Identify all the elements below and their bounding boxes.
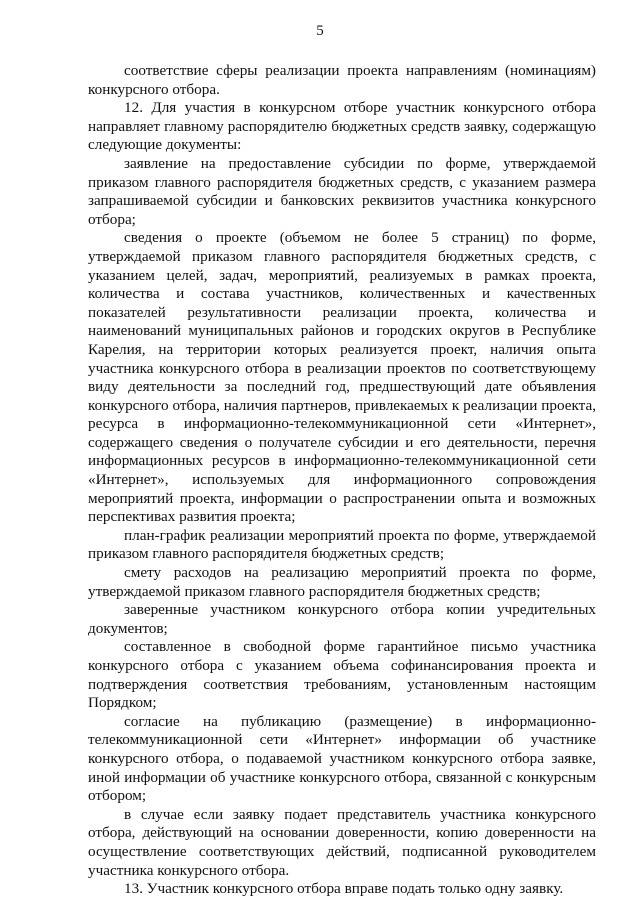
paragraph-founding-documents: заверенные участником конкурсного отбора копии учредительных документов; [88, 601, 596, 637]
paragraph-project-information: сведения о проекте (объемом не более 5 страниц) по форме, утверждаемой приказом главного распорядителя бюджетных средств, с указанием целей, задач, мероприятий, реализуемых в рамках проекта, количества и состава участников, количественных и качественных показателей результативности реализации проекта, количества и наименований муниципальных районов и городских округов в Республике Карелия, на территории которых реализуется проект, наличия опыта участника конкурсного отбора в реализации проектов по соответствующему виду деятельности за последний год, предшествующий дате объявления конкурсного отбора, наличия партнеров, привлекаемых к реализации проекта, ресурса в информационно-телекоммуникационной сети «Интернет», содержащего сведения о получателе субсидии и его деятельности, перечня информационных ресурсов в информационно-телекоммуникационной сети «Интернет», используемых для информационного сопровождения мероприятий проекта, информации о распространении опыта и возможных перспективах развития проекта; [88, 229, 596, 526]
paragraph-clause-12: 12. Для участия в конкурсном отборе участник конкурсного отбора направляет главному распорядителю бюджетных средств заявку, содержащую следующие документы: [88, 99, 596, 154]
paragraph-subsidy-application: заявление на предоставление субсидии по форме, утверждаемой приказом главного распорядителя бюджетных средств, с указанием размера запрашиваемой субсидии и банковских реквизитов участника конкурсного отбора; [88, 154, 596, 228]
paragraph-schedule: план-график реализации мероприятий проекта по форме, утверждаемой приказом главного распорядителя бюджетных средств; [88, 526, 596, 563]
paragraph-power-of-attorney: в случае если заявку подает представитель участника конкурсного отбора, действующий на основании доверенности, копию доверенности на осуществление соответствующих действий, подписанной руководителем участника конкурсного отбора. [88, 805, 596, 879]
paragraph-guarantee-letter: составленное в свободной форме гарантийное письмо участника конкурсного отбора с указанием объема софинансирования проекта и подтверждения соответствия требованиям, установленным настоящим Порядком; [88, 638, 596, 712]
document-body [88, 62, 596, 899]
paragraph-clause-13: 13. Участник конкурсного отбора вправе подать только одну заявку. [124, 880, 564, 898]
paragraph-budget-estimate: смету расходов на реализацию мероприятий проекта по форме, утверждаемой приказом главного распорядителя бюджетных средств; [88, 564, 596, 600]
page-number: 5 [316, 23, 324, 39]
paragraph-continuation: соответствие сферы реализации проекта направлениям (номинациям) конкурсного отбора. [88, 62, 596, 98]
paragraph-publication-consent: согласие на публикацию (размещение) в информационно-телекоммуникационной сети «Интернет» информации об участнике конкурсного отбора, о подаваемой участником конкурсного отбора заявке, иной информации об участнике конкурсного отбора, связанной с конкурсным отбором; [88, 712, 596, 805]
